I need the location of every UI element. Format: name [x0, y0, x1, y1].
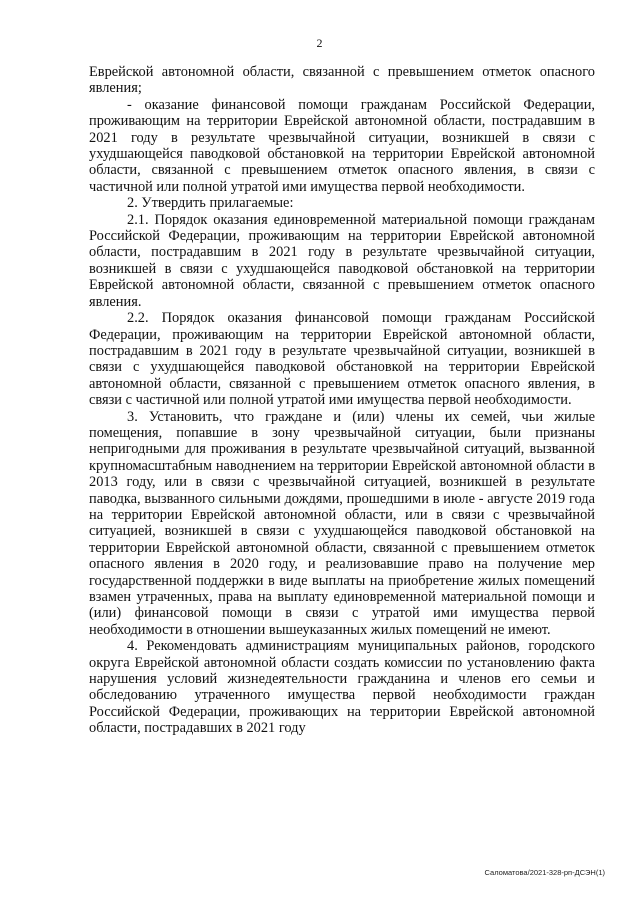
- paragraph-financial-aid-item: - оказание финансовой помощи гражданам Российской Федерации, проживающим на территории Еврейской автономной области, пострадавшим в 2021 году в результате чрезвычайной ситуации, возникшей в связи с ухудшающейся паводковой обстановкой на территории Еврейской автономной области, связанной с превышением отметок опасного явления, в связи с частичной или полной утратой ими имущества первой необходимости.: [89, 96, 595, 195]
- paragraph-item-4: 4. Рекомендовать администрациям муниципальных районов, городского округа Еврейской автономной области создать комиссии по установлению факта нарушения условий жизнедеятельности гражданина и членов его семьи и обследованию утраченного имущества первой необходимости граждан Российской Федерации, проживающих на территории Еврейской автономной области, пострадавших в 2021 году: [89, 638, 595, 737]
- page-number: 2: [316, 36, 323, 50]
- paragraph-item-2-1: 2.1. Порядок оказания единовременной материальной помощи гражданам Российской Федерации, проживающим на территории Еврейской автономной области, пострадавшим в 2021 году в результате чрезвычайной ситуации, возникшей в связи с ухудшающейся паводковой обстановкой на территории Еврейской автономной области, связанной с превышением отметок опасного явления.: [89, 211, 595, 310]
- paragraph-item-2: 2. Утвердить прилагаемые:: [127, 195, 294, 212]
- paragraph-item-2-2: 2.2. Порядок оказания финансовой помощи гражданам Российской Федерации, проживающим на территории Еврейской автономной области, пострадавшим в 2021 году в результате чрезвычайной ситуации, возникшей в связи с ухудшающейся паводковой обстановкой на территории Еврейской автономной области, связанной с превышением отметок опасного явления, в связи с частичной или полной утратой ими имущества первой необходимости.: [89, 310, 595, 409]
- document-body: [89, 64, 595, 737]
- paragraph-continuation: Еврейской автономной области, связанной с превышением отметок опасного явления;: [89, 64, 595, 97]
- paragraph-item-3: 3. Установить, что граждане и (или) члены их семей, чьи жилые помещения, попавшие в зону чрезвычайной ситуации, были признаны непригодными для проживания в результате чрезвычайной ситуаций, вызванной крупномасштабным наводнением на территории Еврейской автономной области в 2013 году, или в связи с чрезвычайной ситуацией, возникшей в результате паводка, вызванного сильными дождями, прошедшими в июле - августе 2019 года на территории Еврейской автономной области, или в связи с чрезвычайной ситуацией, возникшей в связи с ухудшающейся паводковой обстановкой на территории Еврейской автономной области, связанной с превышением отметок опасного явления в 2020 году, и реализовавшие право на получение мер государственной поддержки в виде выплаты на приобретение жилых помещений взамен утраченных, права на выплату единовременной материальной помощи и (или) финансовой помощи в связи с утратой ими имущества первой необходимости в отношении вышеуказанных жилых помещений не имеют.: [89, 408, 595, 638]
- document-footer-code: Саломатова/2021-328-рп-ДСЭН(1): [484, 868, 605, 877]
